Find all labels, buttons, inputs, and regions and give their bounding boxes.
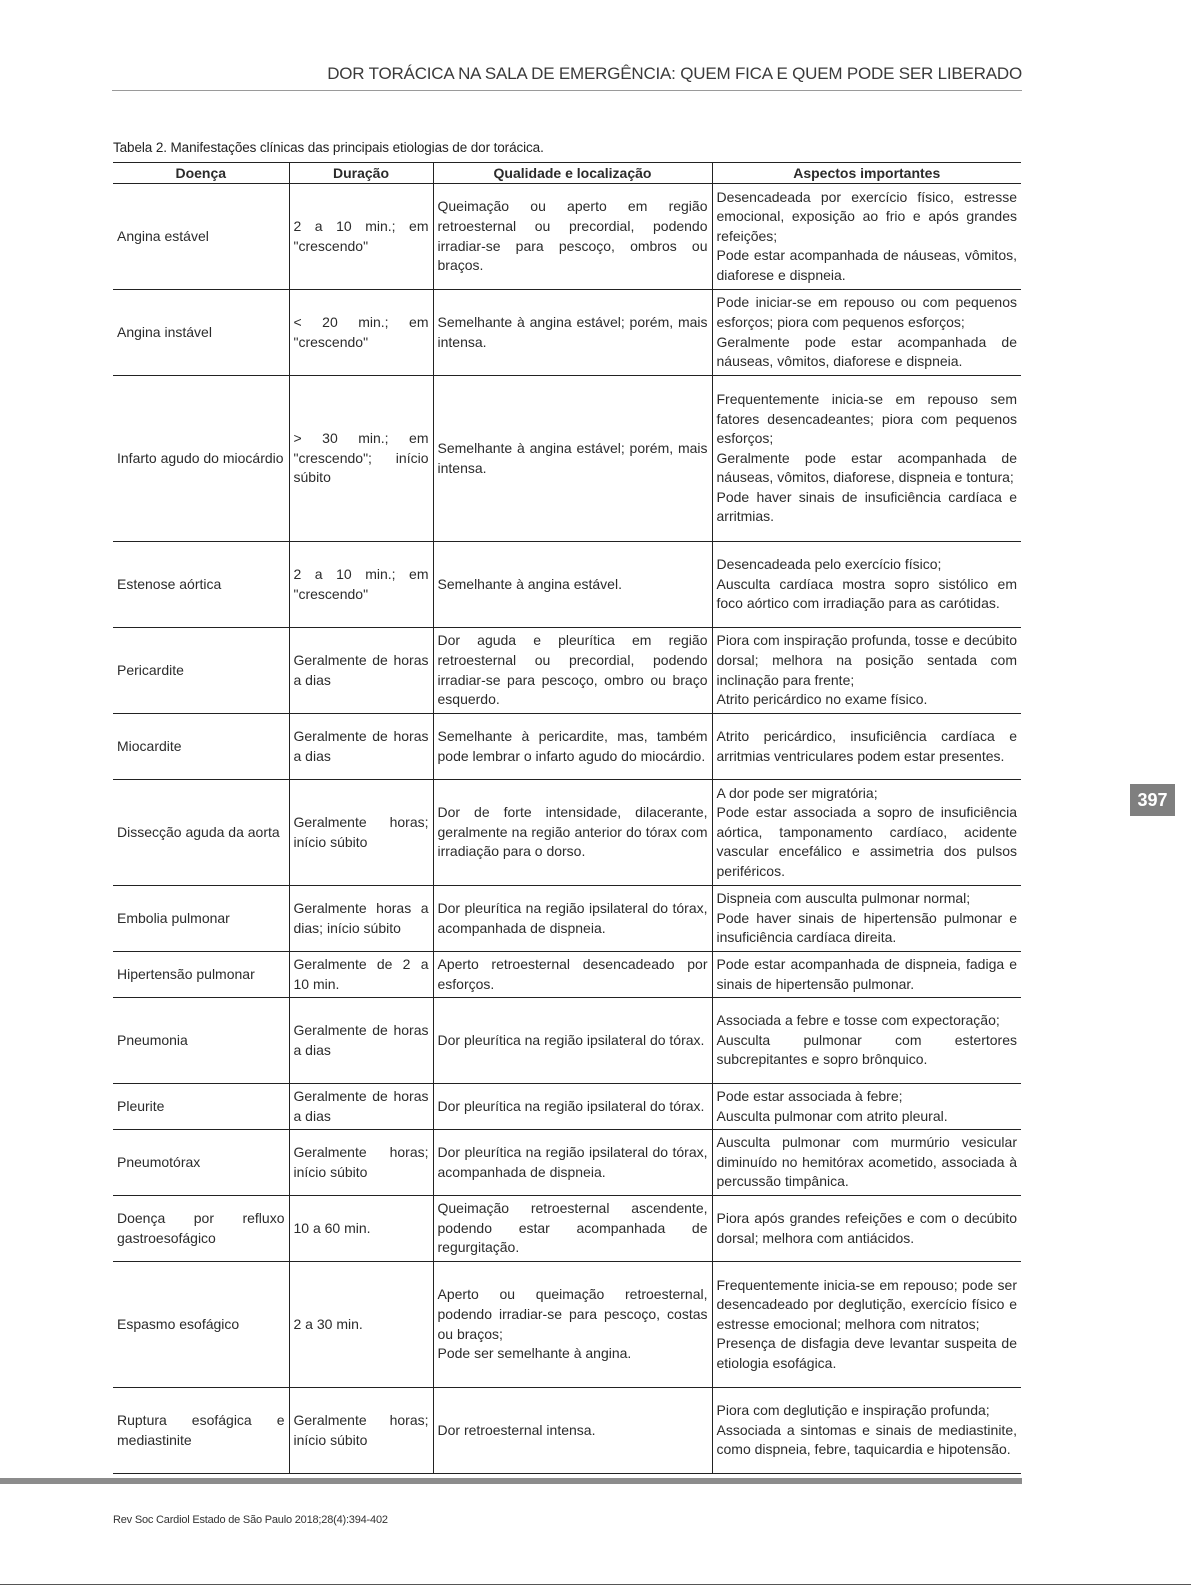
table-row [113, 1196, 1021, 1262]
quality-cell: Semelhante à pericardite, mas, também pode lembrar o infarto agudo do miocárdio. [433, 714, 712, 780]
disease-cell: Estenose aórtica [113, 542, 289, 628]
aspects-cell: Associada a febre e tosse com expectoração; Ausculta pulmonar com estertores subcrepitantes e sopro brônquico. [712, 998, 1021, 1084]
duration-cell: Geralmente de horas a dias [289, 1084, 433, 1130]
disease-cell: Ruptura esofágica e mediastinite [113, 1388, 289, 1474]
duration-cell: 10 a 60 min. [289, 1196, 433, 1262]
disease-cell: Infarto agudo do miocárdio [113, 376, 289, 542]
table-row [113, 1084, 1021, 1130]
quality-cell: Dor retroesternal intensa. [433, 1388, 712, 1474]
quality-cell: Dor de forte intensidade, dilacerante, geralmente na região anterior do tórax com irradiação para o dorso. [433, 780, 712, 886]
duration-cell: Geralmente de 2 a 10 min. [289, 952, 433, 998]
aspects-cell: Desencadeada por exercício físico, estresse emocional, exposição ao frio e após grandes refeições; Pode estar acompanhada de náuseas, vômitos, diaforese e dispneia. [712, 184, 1021, 290]
quality-cell: Aperto ou queimação retroesternal, podendo irradiar-se para pescoço, costas ou braços; Pode ser semelhante à angina. [433, 1262, 712, 1388]
running-title: DOR TORÁCICA NA SALA DE EMERGÊNCIA: QUEM FICA E QUEM PODE SER LIBERADO [112, 60, 1022, 91]
duration-cell: 2 a 10 min.; em "crescendo" [289, 184, 433, 290]
quality-cell: Semelhante à angina estável; porém, mais intensa. [433, 376, 712, 542]
aspects-cell: Piora com deglutição e inspiração profunda; Associada a sintomas e sinais de mediastinite, como dispneia, febre, taquicardia e hipotensão. [712, 1388, 1021, 1474]
duration-cell: Geralmente de horas a dias [289, 714, 433, 780]
table-row [113, 290, 1021, 376]
duration-cell: Geralmente horas; início súbito [289, 780, 433, 886]
disease-cell: Angina instável [113, 290, 289, 376]
duration-cell: Geralmente de horas a dias [289, 998, 433, 1084]
quality-cell: Queimação ou aperto em região retroesternal ou precordial, podendo irradiar-se para pescoço, ombros ou braços. [433, 184, 712, 290]
column-header-disease: Doença [113, 163, 289, 184]
disease-cell: Pneumonia [113, 998, 289, 1084]
aspects-cell: Pode estar acompanhada de dispneia, fadiga e sinais de hipertensão pulmonar. [712, 952, 1021, 998]
disease-cell: Pleurite [113, 1084, 289, 1130]
aspects-cell: Frequentemente inicia-se em repouso sem fatores desencadeantes; piora com pequenos esforços; Geralmente pode estar acompanhada de náuseas, vômitos, diaforese, dispneia e tontura; Pode haver sinais de insuficiência cardíaca e arritmias. [712, 376, 1021, 542]
quality-cell: Semelhante à angina estável; porém, mais intensa. [433, 290, 712, 376]
column-header-duration: Duração [289, 163, 433, 184]
column-header-aspects: Aspectos importantes [712, 163, 1021, 184]
duration-cell: Geralmente horas; início súbito [289, 1130, 433, 1196]
duration-cell: 2 a 10 min.; em "crescendo" [289, 542, 433, 628]
disease-cell: Dissecção aguda da aorta [113, 780, 289, 886]
disease-cell: Espasmo esofágico [113, 1262, 289, 1388]
disease-cell: Embolia pulmonar [113, 886, 289, 952]
aspects-cell: Piora após grandes refeições e com o decúbito dorsal; melhora com antiácidos. [712, 1196, 1021, 1262]
table-row [113, 628, 1021, 714]
disease-cell: Miocardite [113, 714, 289, 780]
quality-cell: Semelhante à angina estável. [433, 542, 712, 628]
disease-cell: Pericardite [113, 628, 289, 714]
aspects-cell: Desencadeada pelo exercício físico; Ausculta cardíaca mostra sopro sistólico em foco aórtico com irradiação para as carótidas. [712, 542, 1021, 628]
etiology-table [113, 162, 1021, 1474]
column-header-quality: Qualidade e localização [433, 163, 712, 184]
duration-cell: > 30 min.; em "crescendo"; início súbito [289, 376, 433, 542]
table-caption: Tabela 2. Manifestações clínicas das principais etiologias de dor torácica. [113, 140, 544, 155]
aspects-cell: Piora com inspiração profunda, tosse e decúbito dorsal; melhora na posição sentada com inclinação para frente; Atrito pericárdico no exame físico. [712, 628, 1021, 714]
journal-citation: Rev Soc Cardiol Estado de São Paulo 2018;28(4):394-402 [113, 1514, 388, 1526]
duration-cell: < 20 min.; em "crescendo" [289, 290, 433, 376]
aspects-cell: Pode estar associada à febre; Ausculta pulmonar com atrito pleural. [712, 1084, 1021, 1130]
table-row [113, 184, 1021, 290]
table-row [113, 998, 1021, 1084]
quality-cell: Queimação retroesternal ascendente, podendo estar acompanhada de regurgitação. [433, 1196, 712, 1262]
duration-cell: Geralmente horas a dias; início súbito [289, 886, 433, 952]
table-row [113, 1130, 1021, 1196]
quality-cell: Aperto retroesternal desencadeado por esforços. [433, 952, 712, 998]
table-row [113, 952, 1021, 998]
aspects-cell: A dor pode ser migratória; Pode estar associada a sopro de insuficiência aórtica, tamponamento cardíaco, acidente vascular encefálico e assimetria dos pulsos periféricos. [712, 780, 1021, 886]
aspects-cell: Frequentemente inicia-se em repouso; pode ser desencadeado por deglutição, exercício físico e estresse emocional; melhora com nitratos; Presença de disfagia deve levantar suspeita de etiologia esofágica. [712, 1262, 1021, 1388]
disease-cell: Doença por refluxo gastroesofágico [113, 1196, 289, 1262]
duration-cell: Geralmente horas; início súbito [289, 1388, 433, 1474]
footer-rule [0, 1478, 1022, 1484]
quality-cell: Dor aguda e pleurítica em região retroesternal ou precordial, podendo irradiar-se para pescoço, ombro ou braço esquerdo. [433, 628, 712, 714]
quality-cell: Dor pleurítica na região ipsilateral do tórax, acompanhada de dispneia. [433, 1130, 712, 1196]
quality-cell: Dor pleurítica na região ipsilateral do tórax. [433, 998, 712, 1084]
aspects-cell: Atrito pericárdico, insuficiência cardíaca e arritmias ventriculares podem estar presentes. [712, 714, 1021, 780]
quality-cell: Dor pleurítica na região ipsilateral do tórax. [433, 1084, 712, 1130]
aspects-cell: Dispneia com ausculta pulmonar normal; Pode haver sinais de hipertensão pulmonar e insuficiência cardíaca direita. [712, 886, 1021, 952]
duration-cell: Geralmente de horas a dias [289, 628, 433, 714]
disease-cell: Pneumotórax [113, 1130, 289, 1196]
table-row [113, 780, 1021, 886]
table-row [113, 376, 1021, 542]
disease-cell: Hipertensão pulmonar [113, 952, 289, 998]
aspects-cell: Ausculta pulmonar com murmúrio vesicular diminuído no hemitórax acometido, associada à percussão timpânica. [712, 1130, 1021, 1196]
page-number-tab: 397 [1130, 784, 1175, 816]
table-row [113, 1388, 1021, 1474]
page-bottom-divider [0, 1584, 1191, 1585]
quality-cell: Dor pleurítica na região ipsilateral do tórax, acompanhada de dispneia. [433, 886, 712, 952]
duration-cell: 2 a 30 min. [289, 1262, 433, 1388]
table-header-row [113, 163, 1021, 184]
table-row [113, 886, 1021, 952]
disease-cell: Angina estável [113, 184, 289, 290]
table-row [113, 1262, 1021, 1388]
aspects-cell: Pode iniciar-se em repouso ou com pequenos esforços; piora com pequenos esforços; Geralmente pode estar acompanhada de náuseas, vômitos, diaforese e dispneia. [712, 290, 1021, 376]
table-row [113, 542, 1021, 628]
table-row [113, 714, 1021, 780]
